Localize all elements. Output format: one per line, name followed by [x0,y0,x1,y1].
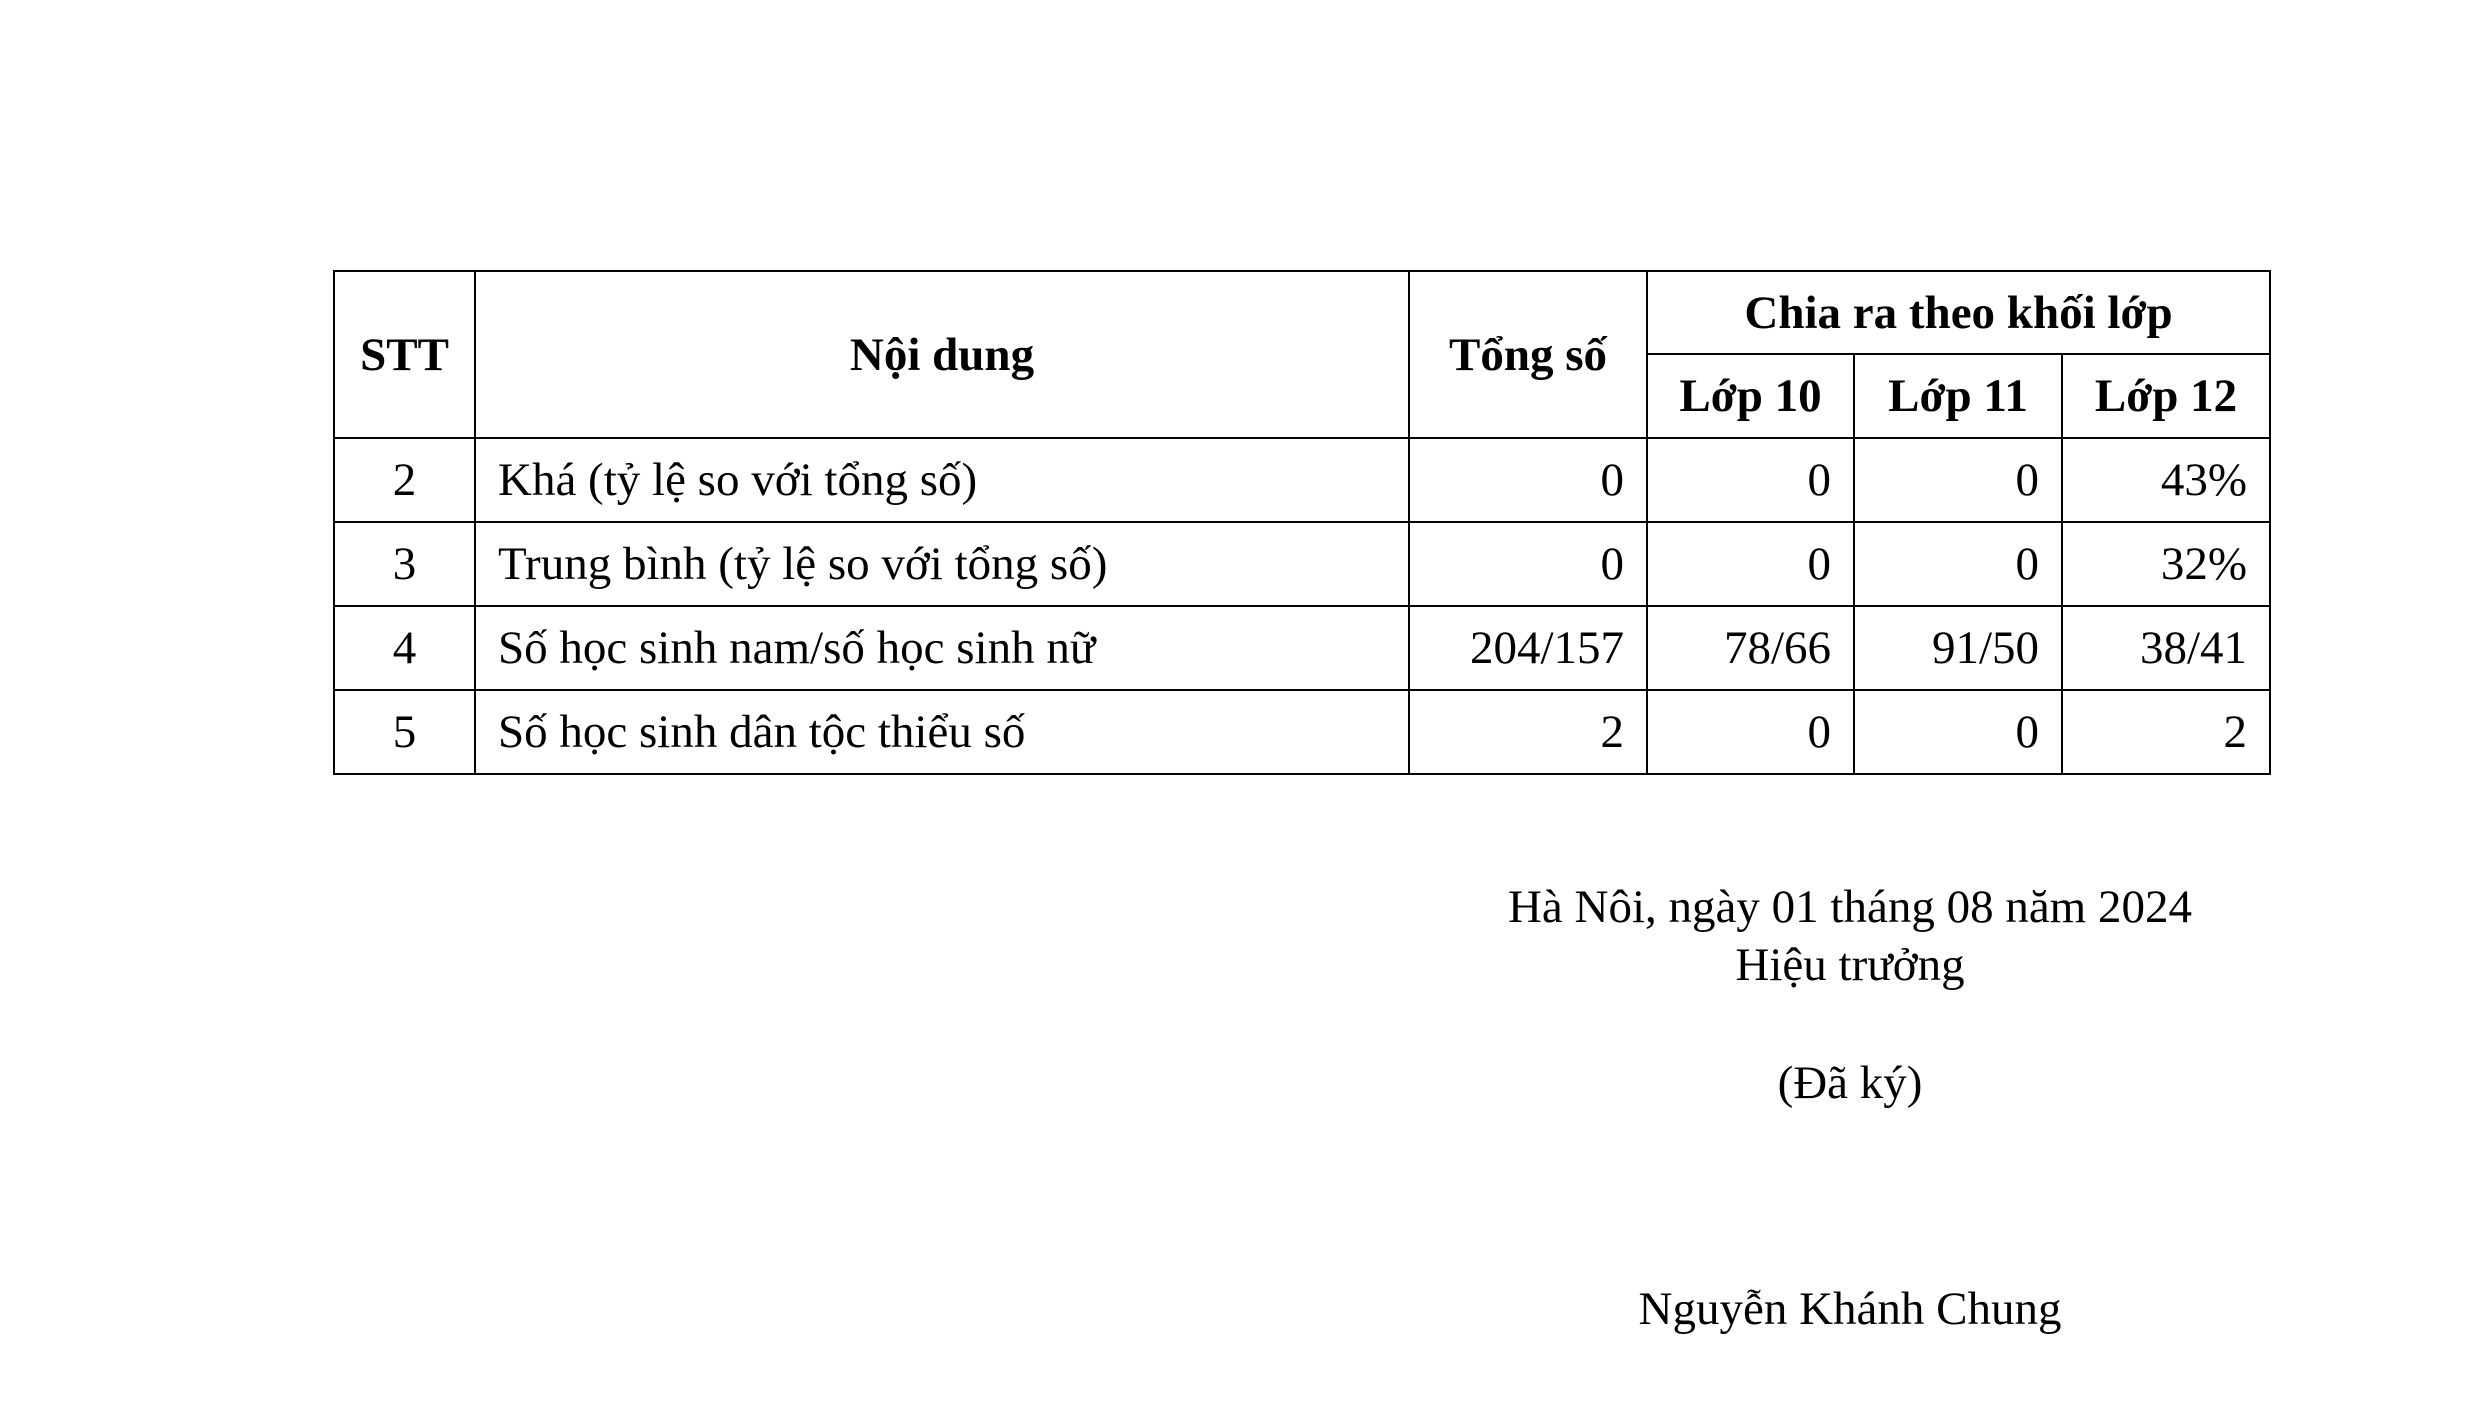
header-row-top [334,271,2270,354]
cell-content: Số học sinh dân tộc thiểu số [475,690,1409,774]
statistics-table [333,270,2271,775]
table-row [334,690,2270,774]
signer-name: Nguyễn Khánh Chung [1638,1283,2062,1335]
cell-total: 0 [1409,522,1647,606]
cell-grade-11: 0 [1854,690,2062,774]
cell-grade-11: 0 [1854,522,2062,606]
header-grade-10: Lớp 10 [1647,354,1854,438]
place-date: Hà Nôi, ngày 01 tháng 08 năm 2024 [1507,881,2192,933]
cell-stt: 4 [334,606,475,690]
table-row [334,438,2270,522]
cell-grade-10: 78/66 [1647,606,1854,690]
cell-grade-12: 43% [2062,438,2270,522]
cell-stt: 5 [334,690,475,774]
signed-note: (Đã ký) [1777,1057,1923,1109]
header-total: Tổng số [1409,271,1647,438]
header-content: Nội dung [475,271,1409,438]
header-grade-12: Lớp 12 [2062,354,2270,438]
table-row [334,522,2270,606]
cell-stt: 3 [334,522,475,606]
cell-grade-12: 38/41 [2062,606,2270,690]
cell-total: 204/157 [1409,606,1647,690]
cell-total: 0 [1409,438,1647,522]
cell-content: Khá (tỷ lệ so với tổng số) [475,438,1409,522]
cell-grade-12: 32% [2062,522,2270,606]
table-row [334,606,2270,690]
cell-stt: 2 [334,438,475,522]
cell-content: Số học sinh nam/số học sinh nữ [475,606,1409,690]
cell-grade-11: 91/50 [1854,606,2062,690]
cell-grade-11: 0 [1854,438,2062,522]
cell-total: 2 [1409,690,1647,774]
cell-grade-10: 0 [1647,522,1854,606]
cell-grade-10: 0 [1647,690,1854,774]
signature-block [1460,878,2240,1338]
cell-grade-10: 0 [1647,438,1854,522]
header-stt: STT [334,271,475,438]
header-grade-group: Chia ra theo khối lớp [1647,271,2270,354]
header-grade-11: Lớp 11 [1854,354,2062,438]
signer-title: Hiệu trưởng [1735,939,1965,991]
cell-grade-12: 2 [2062,690,2270,774]
cell-content: Trung bình (tỷ lệ so với tổng số) [475,522,1409,606]
